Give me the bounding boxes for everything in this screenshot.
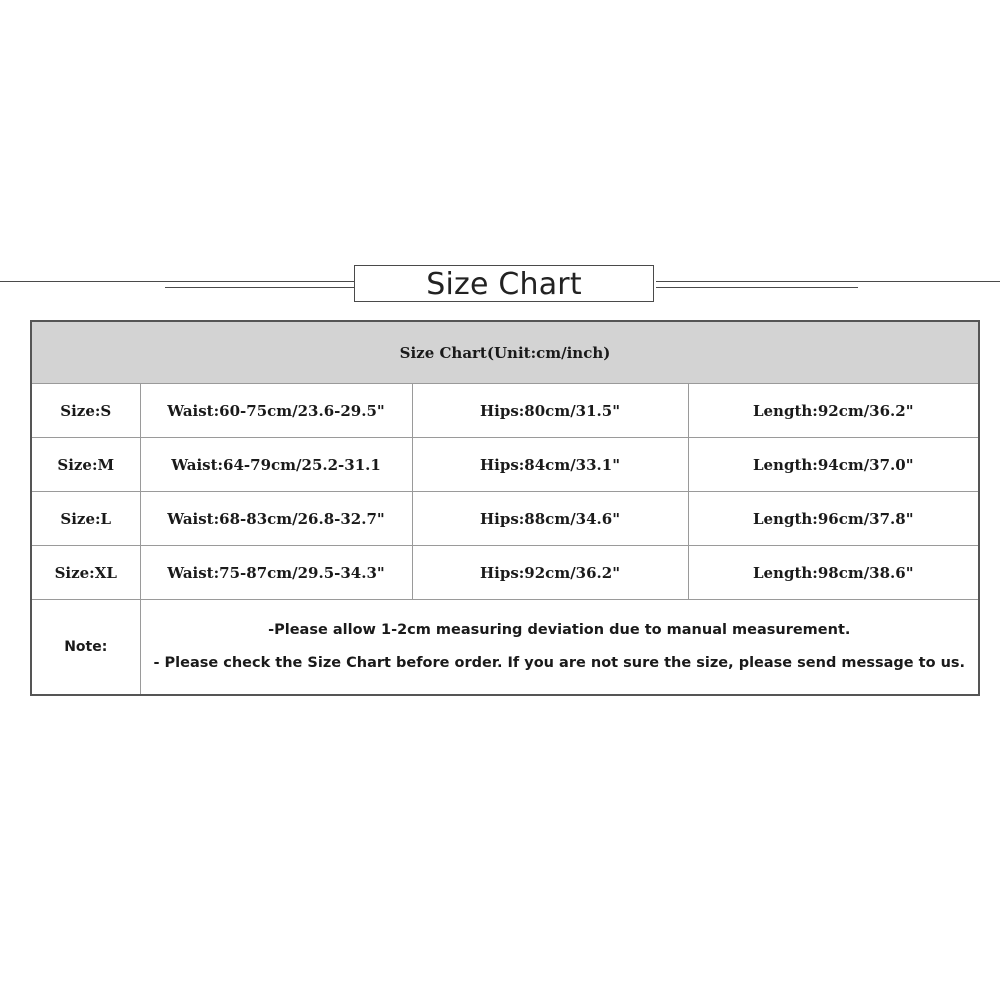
- banner-line-right-short: [656, 287, 858, 288]
- size-chart-table: [30, 320, 980, 696]
- table-header-row: [31, 321, 979, 384]
- table-row: [31, 438, 979, 492]
- note-content: [140, 600, 979, 696]
- table-row: [31, 384, 979, 438]
- banner-line-right-long: [656, 281, 1000, 282]
- page-title: Size Chart: [426, 267, 582, 302]
- hips-cell: Hips:92cm/36.2": [412, 546, 688, 600]
- size-cell: Size:M: [31, 438, 140, 492]
- size-cell: Size:L: [31, 492, 140, 546]
- length-cell: Length:94cm/37.0": [688, 438, 979, 492]
- table-row: [31, 546, 979, 600]
- hips-cell: Hips:88cm/34.6": [412, 492, 688, 546]
- waist-cell: Waist:68-83cm/26.8-32.7": [140, 492, 412, 546]
- title-banner: [354, 265, 654, 302]
- hips-cell: Hips:84cm/33.1": [412, 438, 688, 492]
- length-cell: Length:96cm/37.8": [688, 492, 979, 546]
- size-cell: Size:S: [31, 384, 140, 438]
- note-line: - Please check the Size Chart before order. If you are not sure the size, please send message to us.: [153, 655, 966, 671]
- note-label: Note:: [31, 600, 140, 696]
- table-row: [31, 492, 979, 546]
- waist-cell: Waist:60-75cm/23.6-29.5": [140, 384, 412, 438]
- waist-cell: Waist:75-87cm/29.5-34.3": [140, 546, 412, 600]
- length-cell: Length:98cm/38.6": [688, 546, 979, 600]
- waist-cell: Waist:64-79cm/25.2-31.1: [140, 438, 412, 492]
- hips-cell: Hips:80cm/31.5": [412, 384, 688, 438]
- length-cell: Length:92cm/36.2": [688, 384, 979, 438]
- banner-line-left-short: [165, 287, 354, 288]
- note-row: [31, 600, 979, 696]
- table-header: Size Chart(Unit:cm/inch): [31, 321, 979, 384]
- size-cell: Size:XL: [31, 546, 140, 600]
- banner-line-left-long: [0, 281, 354, 282]
- note-line: -Please allow 1-2cm measuring deviation due to manual measurement.: [268, 622, 851, 638]
